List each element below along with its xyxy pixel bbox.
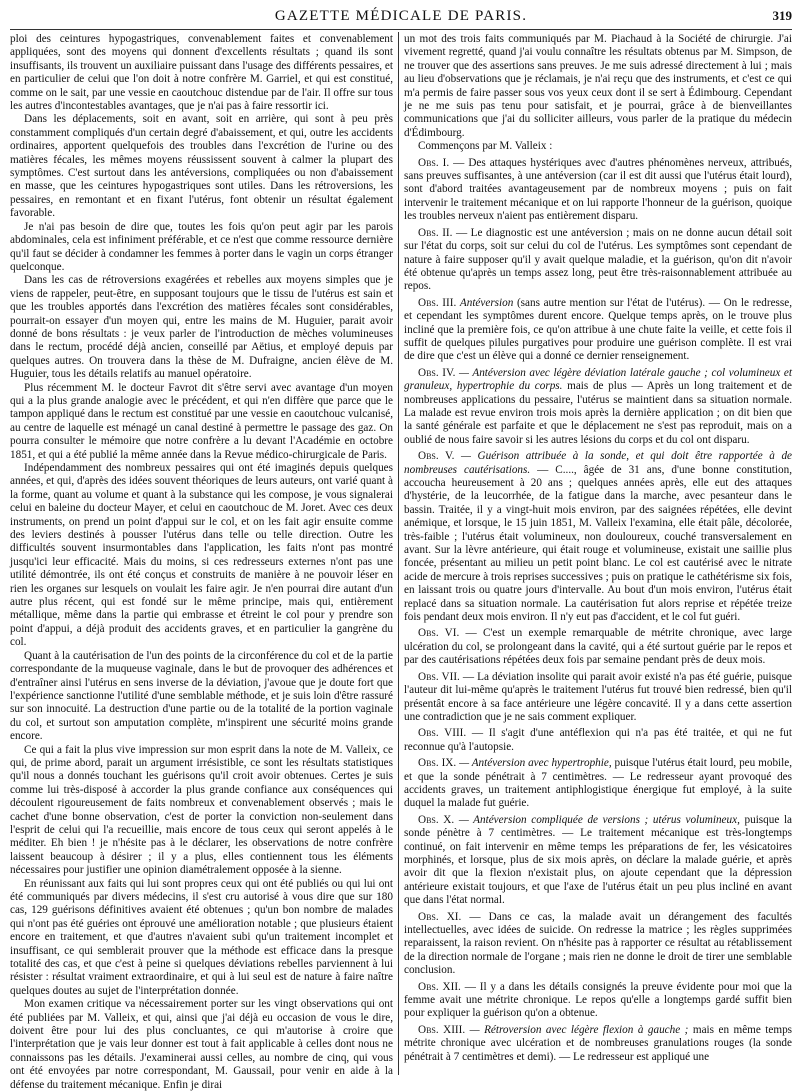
body-paragraph: Commençons par M. Valleix : — [418, 140, 553, 153]
page-header — [10, 4, 792, 28]
observation-heading: Obs. I. — [418, 156, 450, 169]
column-separator — [398, 32, 399, 1075]
observation-text: — Il s'agit d'une antéflexion qui n'a pas été traitée, et qui ne fut reconnue qu'à l'autopsie. — [404, 727, 792, 753]
observation-text: — Des attaques hystériques avec d'autres phénomènes nerveux, attribués, sans preuves suffisantes, à une antéversion (car il est dit aussi que l'utérus était lourd), sont d'abord traitées avantageusement par de nombreux moyens ; puis on fait intervenir le traitement mécanique et on lui rapporte l'honneur de la guérison, quoique les troubles nerveux n'aient pas entièrement disparu. — [404, 156, 793, 223]
observation-heading: Obs. III. — [418, 296, 457, 309]
observation-text: puisque l'utérus était lourd, peu mobile, et que la sonde pénétrait à 7 centimètres. — Le redresseur ayant provoqué des accidents graves, un traitement antiphlogistique énergique fut employé, à la suite duquel la malade fut guérie. — [404, 757, 793, 810]
observation-heading: Obs. VII. — [418, 670, 460, 683]
body-paragraph: Ce qui a fait la plus vive impression sur mon esprit dans la note de M. Valleix, ce qui, de prime abord, parait un argument irrésistible, ce sont les résultats statistiques qu'il nous a donnés touchant les guérisons qu'il croit avoir obtenues. Certes je suis comme lui très-disposé à accorder la plus grande confiance aux conséquences qui découlent rigoureusement de faits nombreux et convenablement observés ; mais le cachet d'une bonne observation, c'est de porter la conviction non-seulement dans l'esprit de celui qui l'a recueillie, mais encore de tous ceux qui seront appelés à le méditer. Eh bien ! je n'hésite pas à le déclarer, les observations de notre confrère laissent beaucoup à désirer ; il y a plus, elles contiennent tous les éléments nécessaires pour justifier une opinion diamétralement opposée à la sienne. — [10, 743, 393, 877]
observation-heading: Obs. VI. — [418, 627, 460, 640]
journal-title: GAZETTE MÉDICALE DE PARIS. — [274, 7, 528, 24]
observation-paragraph — [404, 367, 792, 447]
observation-paragraph — [404, 671, 792, 725]
observation-paragraph — [404, 911, 792, 978]
left-column — [10, 33, 393, 1091]
observation-text: — Dans ce cas, la malade avait un dérangement des facultés intellectuelles, avec idées de suicide. On redresse la matrice ; les règles supprimées reparaissent, la raison revient. On n'hésite pas à rapporter ce résultat au rétablissement de la direction normale de l'organe ; mais rien ne donne le droit de tirer une semblable conclusion. — [404, 910, 793, 977]
observation-diagnosis: — Rétroversion avec légère flexion à gauche ; — [469, 1023, 689, 1036]
observation-paragraph — [404, 297, 792, 364]
header-rule — [10, 29, 792, 30]
observation-paragraph — [404, 757, 792, 811]
observation-text: — Il y a dans les détails consignés la preuve évidente pour moi que la femme avait une métrite chronique. Le repos qu'elle a longtemps gardé suffit bien pour expliquer la guérison qu'on a obtenue. — [404, 980, 792, 1020]
body-paragraph: Je n'ai pas besoin de dire que, toutes les fois qu'on peut agir par les parois abdominales, cela est infiniment préférable, et ce n'est que comme ressource dernière qu'il faut se décider à condamner les femmes à porter dans le vagin un corps étranger quelconque. — [10, 220, 393, 273]
body-paragraph: En réunissant aux faits qui lui sont propres ceux qui ont été publiés ou qui lui ont été communiqués par divers médecins, il s'est cru autorisé à vous dire que sur 180 cas, 129 guérisons définitives avaient été obtenues ; qu'un bon nombre de malades qui n'ont pas été guéries ont éprouvé une amélioration notable ; que plusieurs étaient encore en traitement, et que d'autres n'avaient subi qu'un traitement incomplet et insuffisant, ce qui semblerait prouver que la méthode est efficace dans la presque totalité des cas, et que c'est à peine si quelques déviations rebelles parviennent à lui résister : résultat vraiment extraordinaire, et qui à lui seul est de nature à faire naître quelques doutes au sujet de l'interprétation donnée. — [10, 877, 393, 997]
observation-heading: Obs. VIII. — [418, 727, 467, 740]
body-paragraph: Mon examen critique va nécessairement porter sur les vingt observations qui ont été publiées par M. Valleix, et qui, ainsi que j'ai déjà eu occasion de vous le dire, doivent être pour lui des plus concluantes, ce qui m'autorise à croire que l'interprétation que je vais leur donner est tout à fait applicable à celles dont nous ne connaissons pas les détails. J'examinerai aussi celles, au nombre de cinq, qui vous ont été envoyées par notre correspondant, M. Gaussail, pour venir en aide à la défense du traitement mécanique. Enfin je dirai — [10, 998, 393, 1091]
body-paragraph: Quant à la cautérisation de l'un des points de la circonférence du col et de la partie correspondante de la muqueuse vaginale, dans le but de provoquer des adhérences et d'entraîner ainsi l'utérus en sens inverse de la déviation, j'avoue que je doute fort que l'expérience sanctionne l'utilité d'une semblable méthode, et je suis loin d'être rassuré sur son innocuité. La destruction d'une partie ou de la totalité de la portion vaginale du col, et surtout son amputation complète, m'inspirent une sécurité moins grande encore. — [10, 649, 393, 743]
observation-text: mais de plus — Après un long traitement et de nombreuses applications du pessaire, l'utérus se maintient dans sa situation normale. La malade est revue environ trois mois après la dernière application ; on dit bien que la santé générale est parfaite et que le déplacement ne s'est pas reproduit, mais on a oublié de nous faire savoir si les autres lésions du corps et du col ont disparu. — [404, 380, 792, 446]
observation-text: — La déviation insolite qui parait avoir existé n'a pas été guérie, puisque l'auteur dit lui-même qu'après le traitement l'utérus fut trouvé bien redressé, bien qu'il présentât encore à sa face antérieure une légère concavité. Il y a dans cette assertion une contradiction que je ne sais comment expliquer. — [404, 670, 793, 723]
observation-paragraph — [404, 227, 792, 294]
observation-text: — C'est un exemple remarquable de métrite chronique, avec large ulcération du col, se prolongeant dans la cavité, qui a été surtout guérie par le repos et par des cautérisations répétées deux fois par semaine pendant près de deux mois. — [404, 627, 793, 667]
observation-paragraph — [404, 981, 792, 1021]
observation-paragraph — [404, 1024, 792, 1064]
continued-paragraph: un mot des trois faits communiqués par M. Piachaud à la Société de chirurgie. J'ai vivement regretté, quand j'ai voulu connaître les résultats obtenus par M. Simpson, de ne trouver que des assertions sans preuves. Je me suis adressé directement à lui ; mais au lieu d'observations que je réclamais, je n'ai reçu que des instruments, et c'est ce qui m'a permis de faire passer sous vos yeux ceux dont il se sert à Édimbourg. Cependant je ne me suis pas tenu pour satisfait, et je pourrai, grâce à de bienveillantes communications que j'ai du solliciter ailleurs, vous parler de la pratique du médecin d'Édimbourg. — [404, 33, 792, 139]
observation-paragraph — [404, 814, 792, 908]
observation-paragraph — [404, 157, 792, 224]
observation-heading: Obs. XI. — [418, 910, 462, 923]
body-paragraph: Indépendamment des nombreux pessaires qui ont été imaginés depuis quelques années, et qui, d'après des idées souvent théoriques de leurs auteurs, ont varié quant à la forme, quant au volume et quant à la substance qui les compose, je vous signalerai celui en baleine du docteur Mayer, et celui en caoutchouc de M. Joret. Avec ces deux instruments, on prend un point d'appui sur le col, et on les fait agir ensuite comme des leviers destinés à pousser l'utérus dans telle ou telle direction. Outre les difficultés souvent insurmontables dans l'application, les faits n'ont pas montré jusqu'ici leur efficacité. Mais du moins, si ces redresseurs externes n'ont pas une utilité démontrée, ils ont été conçus et construits de manière à ne pouvoir léser en rien les organes sur lesquels on voulait les faire agir. Je n'en pourrai dire autant d'un autre plus récent, qui est fondé sur le même principe, mais qui, entièrement métallique, même dans la partie qui embrasse et étreint le col pour y prendre son point d'appui, a déjà produit des accidents graves, et en particulier la gangrène du col. — [10, 462, 393, 649]
body-paragraph: Dans les déplacements, soit en avant, soit en arrière, qui sont à peu près constamment compliqués d'un certain degré d'abaissement, et qui, outre les accidents ordinaires, apportent quelquefois des troubles dans l'excrétion de l'urine ou des matières fécales, les mêmes moyens réussissent souvent à calmer la plupart des symptômes. C'est surtout dans les antéversions, compliquées ou non d'abaissement en masse, que les ceintures hypogastriques sont utiles. Dans les rétroversions, les pessaires, en remontant et en fixant l'utérus, font obtenir un résultat également favorable. — [10, 113, 393, 220]
observation-heading: Obs. IX. — [418, 757, 457, 770]
observation-text: puisque la sonde pénètre à 7 centimètres. — Le traitement mécanique est très-longtemps continué, on fait intervenir en même temps les préparations de fer, les vésicatoires morphinés, et lorsque, plus de six mois après, on déclare la malade guérie, et après avoir dit que la flexion n'existait plus, on ajoute cependant que la dépression antérieure existait toujours, et que l'axe de l'utérus était un peu plus incliné en avant que dans l'état normal. — [404, 813, 793, 907]
observation-text: — C...., âgée de 31 ans, d'une bonne constitution, accoucha heureusement à 20 ans ; quelques années après, elle eut des attaques d'hystérie, de la leucorrhée, de la fatigue dans la marche, avec pesanteur dans le bassin. Traitée, il y a vingt-huit mois environ, par des saignées répétées, elle devint anémique, et lorsque, le 15 juin 1851, M. Valleix l'examina, elle était pâle, décolorée, très-faible ; l'utérus était volumineux, non douloureux, couché transversalement en avant. Sur la lèvre antérieure, qui était rouge et volumineuse, existait une saillie plus foncée, présentant au milieu un petit point blanc. Le col est cautérisé avec le nitrate acide de mercure à trois reprises successives ; puis on pratique le cathétérisme six fois, en laissant trois ou quatre jours d'intervalle. Au bout d'un mois environ, l'utérus était replacé dans sa situation normale. La cautérisation fut alors reprise et répétée treize fois pendant deux mois environ. Il n'y eut pas d'accident, et le col fut guéri. — [404, 463, 793, 624]
observation-diagnosis: — Antéversion avec hypertrophie, — [459, 757, 612, 770]
observation-paragraph — [404, 450, 792, 624]
observation-paragraph — [404, 727, 792, 754]
observation-heading: Obs. XII. — [418, 980, 461, 993]
observation-diagnosis: — Guérison attribuée à la sonde, et qui doit être rapportée à de nombreuses cautérisations. — [404, 450, 793, 476]
page-number: 319 — [772, 8, 792, 23]
observation-heading: Obs. X. — [418, 813, 455, 826]
observation-paragraph — [404, 627, 792, 667]
observation-text: mais en même temps métrite chronique avec ulcération et de nombreuses granulations rouges (la sonde pénétrait à 7 centimètres et demi). — Le redresseur est appliqué une — [404, 1023, 793, 1063]
observation-diagnosis: — Antéversion compliquée de versions ; utérus volumineux, — [458, 813, 740, 826]
observation-diagnosis: — Antéversion avec légère déviation latérale gauche ; col volumineux et granuleux, hypertrophie du corps. — [404, 366, 792, 393]
observation-heading: Obs. IV. — [418, 366, 456, 379]
observation-heading: Obs. V. — [418, 450, 455, 463]
observation-text: — Le diagnostic est une antéversion ; mais on ne donne aucun détail soit sur l'état du corps, soit sur celui du col de l'utérus. Les symptômes sont cependant de nature à faire supposer qu'il y avait quelque maladie, et la guérison, qu'on dit n'avoir été obtenue qu'après un temps assez long, peut être très-raisonnablement attribuée au repos. — [404, 226, 792, 293]
observation-heading: Obs. XIII. — [418, 1023, 466, 1036]
right-column — [404, 33, 792, 1075]
continued-paragraph: ploi des ceintures hypogastriques, convenablement faites et convenablement appliquées, sont des moyens qui donnent d'excellents résultats ; quand ils sont insuffisants, ils trouvent un auxiliaire puissant dans l'usage des différents pessaires, et en particulier de celui que l'on doit à notre confrère M. Garriel, et qui est constitué, comme on le sait, par une vessie en caoutchouc distendue par de l'air. Il offre sur tous les autres d'incontestables avantages, que je n'ai pas à faire ressortir ici. — [10, 33, 393, 113]
observation-diagnosis: Antéversion — [459, 296, 514, 309]
observation-text: (sans autre mention sur l'état de l'utérus). — On le redresse, et cependant les symptômes durent encore. Quelque temps après, on le trouve plus incliné que la première fois, ce qu'on attribue à une chute faite la veille, et cette fois il suffit de quelques pilules purgatives pour produire une guérison complète. Il est vrai de dire que c'est un élève qui a donné ce dernier renseignement. — [404, 296, 793, 363]
body-paragraph: Dans les cas de rétroversions exagérées et rebelles aux moyens simples que je viens de rappeler, peut-être, en supposant toujours que le tissu de l'utérus est sain et que les troubles apportés dans l'excrétion des matières fécales sont considérables, pourrait-on essayer d'un moyen qui, entre les mains de M. Huguier, parait avoir donné de bons résultats : je veux parler de l'introduction de mèches volumineuses dans le rectum, procédé déjà ancien, conseillé par Aëtius, et employé depuis par quelques autres. On trouvera dans la thèse de M. Dufraigne, ancien élève de M. Huguier, tous les détails relatifs au manuel opératoire. — [10, 274, 393, 381]
body-paragraph: Plus récemment M. le docteur Favrot dit s'être servi avec avantage d'un moyen qui a la plus grande analogie avec le précédent, et qui n'en diffère que parce que le tampon appliqué dans le rectum est constitué par une vessie en caoutchouc vulcanisé, au centre de laquelle est ménagé un canal destiné à permettre le passage des gaz. On pourra consulter le mémoire que notre confrère a lu devant l'Académie en octobre 1851, et qui a été publié la même année dans la Revue médico-chirurgicale de Paris. — [10, 381, 393, 461]
observation-heading: Obs. II. — [418, 226, 453, 239]
